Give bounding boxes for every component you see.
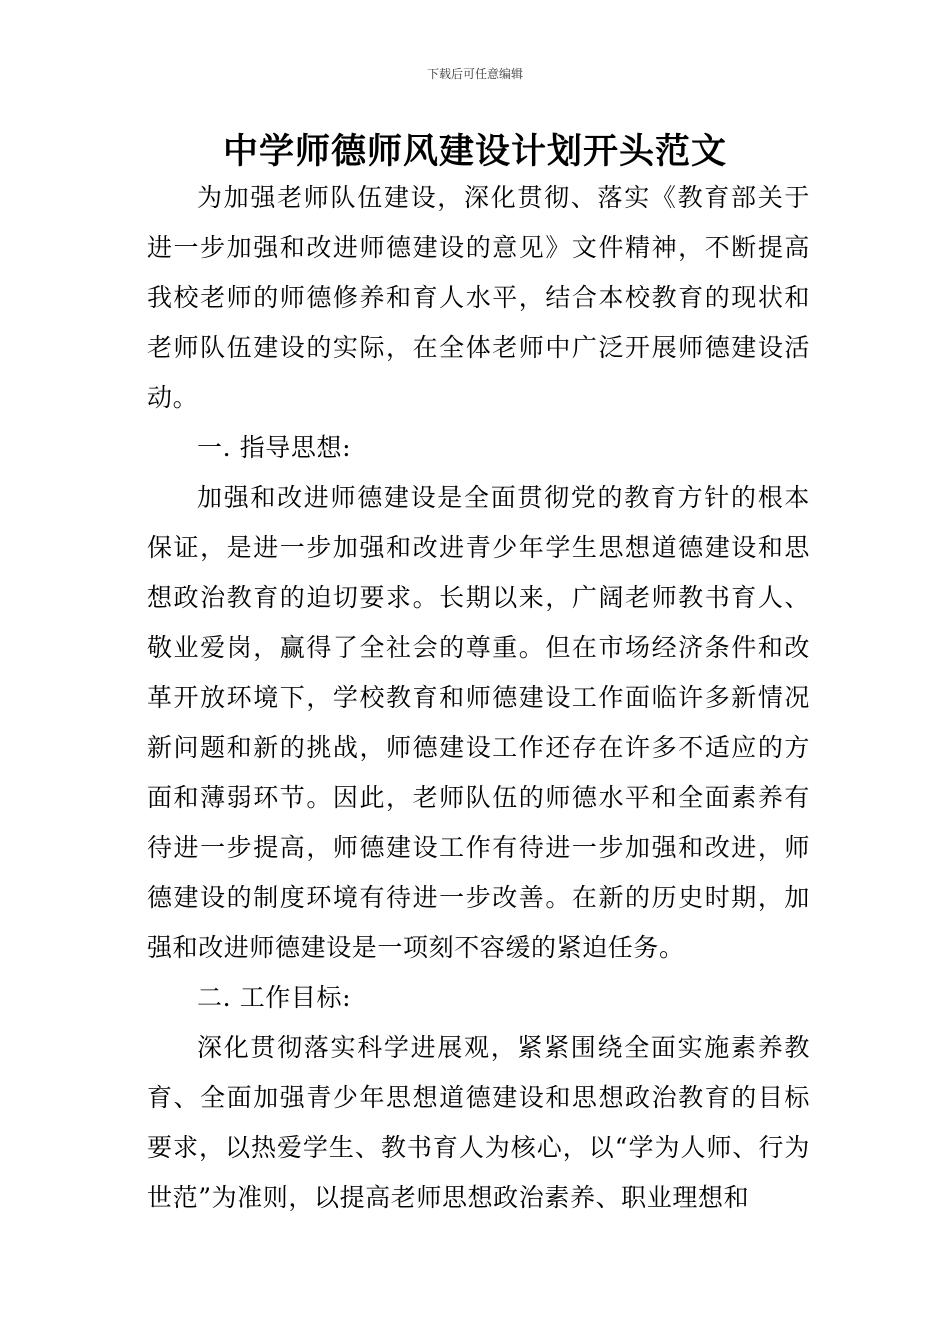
guiding-ideology-paragraph: 加强和改进师德建设是全面贯彻党的教育方针的根本保证，是进一步加强和改进青少年学生思想道德建设和思想政治教育的迫切要求。长期以来，广阔老师教书育人、敬业爱岗，赢得了全社会的尊重。但在市场经济条件和改革开放环境下，学校教育和师德建设工作面临许多新情况新问题和新的挑战，师德建设工作还存在许多不适应的方面和薄弱环节。因此，老师队伍的师德水平和全面素养有待进一步提高，师德建设工作有待进一步加强和改进，师德建设的制度环境有待进一步改善。在新的历史时期，加强和改进师德建设是一项刻不容缓的紧迫任务。 bbox=[147, 483, 810, 962]
document-body bbox=[147, 173, 810, 1223]
document-title: 中学师德师风建设计划开头范文 bbox=[222, 132, 727, 172]
section-heading-guiding-ideology: 一. 指导思想: bbox=[197, 433, 352, 462]
section-heading-work-goals: 二. 工作目标: bbox=[197, 983, 352, 1012]
intro-paragraph: 为加强老师队伍建设，深化贯彻、落实《教育部关于进一步加强和改进师德建设的意见》文件精神，不断提高我校老师的师德修养和育人水平，结合本校教育的现状和老师队伍建设的实际，在全体老师中广泛开展师德建设活动。 bbox=[147, 183, 810, 412]
work-goals-paragraph: 深化贯彻落实科学进展观，紧紧围绕全面实施素养教育、全面加强青少年思想道德建设和思想政治教育的目标要求，以热爱学生、教书育人为核心，以“学为人师、行为世范”为准则，以提高老师思想政治素养、职业理想和 bbox=[147, 1033, 810, 1212]
header-note: 下载后可任意编辑 bbox=[426, 67, 523, 81]
